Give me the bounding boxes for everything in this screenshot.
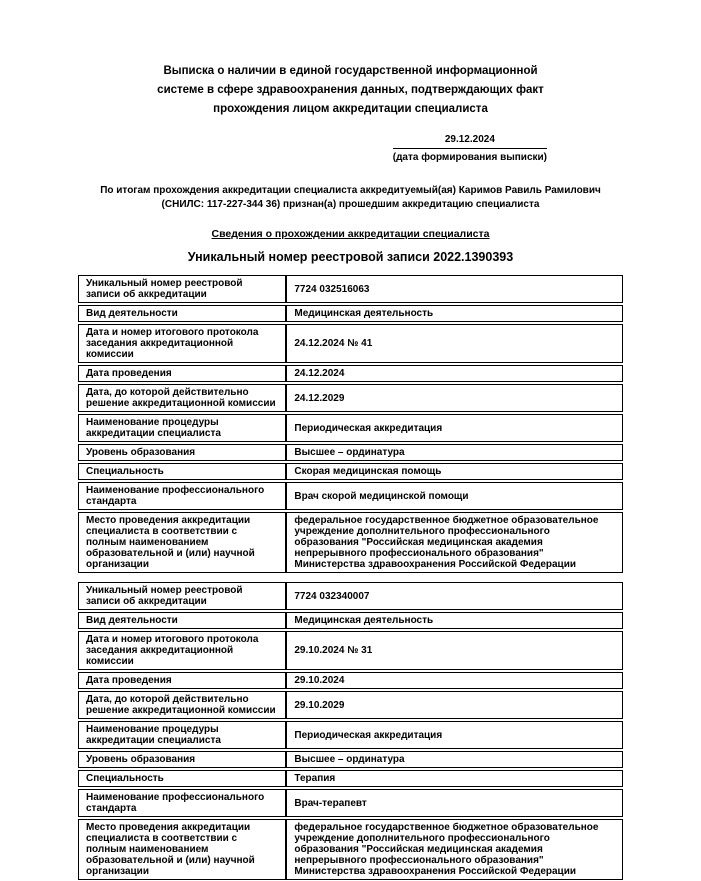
field-value-cell: Врач-терапевт: [286, 789, 623, 817]
field-value-cell: федеральное государственное бюджетное образовательное учреждение дополнительного профессионального образования "Российская медицинская академия непрерывного профессионального образования" Министерства здравоохранения Российской Федерации: [286, 819, 623, 880]
field-label-cell: Дата и номер итогового протокола заседания аккредитационной комиссии: [78, 324, 286, 363]
field-label-cell: Уникальный номер реестровой записи об аккредитации: [78, 582, 286, 610]
table-row: [78, 582, 623, 610]
table-row: [78, 324, 623, 363]
title-line-3: прохождения лицом аккредитации специалиста: [213, 103, 488, 115]
table-row: [78, 819, 623, 880]
field-value-cell: Периодическая аккредитация: [286, 414, 623, 442]
table-row: [78, 751, 623, 768]
field-value-cell: федеральное государственное бюджетное образовательное учреждение дополнительного профессионального образования "Российская медицинская академия непрерывного профессионального образования" Министерства здравоохранения Российской Федерации: [286, 512, 623, 573]
field-value-cell: Медицинская деятельность: [286, 305, 623, 322]
field-value-cell: Медицинская деятельность: [286, 612, 623, 629]
field-value-cell: Терапия: [286, 770, 623, 787]
field-label-cell: Вид деятельности: [78, 612, 286, 629]
field-value-cell: 29.10.2024: [286, 672, 623, 689]
field-value-cell: Высшее – ординатура: [286, 751, 623, 768]
field-label-cell: Место проведения аккредитации специалиста в соответствии с полным наименованием образовательной и (или) научной организации: [78, 512, 286, 573]
field-label-cell: Дата и номер итогового протокола заседания аккредитационной комиссии: [78, 631, 286, 670]
field-label-cell: Уровень образования: [78, 444, 286, 461]
field-label-cell: Вид деятельности: [78, 305, 286, 322]
field-value-cell: Врач скорой медицинской помощи: [286, 482, 623, 510]
table-row: [78, 770, 623, 787]
registry-number-heading: Уникальный номер реестровой записи 2022.1390393: [187, 250, 514, 264]
accreditation-table-2: [78, 580, 623, 881]
field-value-cell: 24.12.2029: [286, 384, 623, 412]
field-value-cell: Периодическая аккредитация: [286, 721, 623, 749]
field-label-cell: Уровень образования: [78, 751, 286, 768]
table-row: [78, 691, 623, 719]
title-line-1: Выписка о наличии в единой государственной информационной: [163, 65, 538, 77]
field-label-cell: Уникальный номер реестровой записи об аккредитации: [78, 275, 286, 303]
issue-date-block: [393, 133, 547, 164]
field-value-cell: 29.10.2024 № 31: [286, 631, 623, 670]
table-row: [78, 305, 623, 322]
field-label-cell: Дата проведения: [78, 365, 286, 382]
field-label-cell: Наименование профессионального стандарта: [78, 482, 286, 510]
field-label-cell: Наименование процедуры аккредитации специалиста: [78, 414, 286, 442]
title-line-2: системе в сфере здравоохранения данных, подтверждающих факт: [157, 84, 544, 96]
table-row: [78, 631, 623, 670]
table-row: [78, 612, 623, 629]
field-label-cell: Специальность: [78, 463, 286, 480]
table-row: [78, 463, 623, 480]
table-row: [78, 672, 623, 689]
table-row: [78, 789, 623, 817]
table-row: [78, 414, 623, 442]
field-value-cell: 24.12.2024 № 41: [286, 324, 623, 363]
field-label-cell: Наименование профессионального стандарта: [78, 789, 286, 817]
section-header: Сведения о прохождении аккредитации специалиста: [211, 228, 490, 240]
field-label-cell: Специальность: [78, 770, 286, 787]
field-label-cell: Место проведения аккредитации специалиста в соответствии с полным наименованием образовательной и (или) научной организации: [78, 819, 286, 880]
accreditation-table-1: [78, 273, 623, 575]
field-value-cell: 7724 032340007: [286, 582, 623, 610]
table-row: [78, 365, 623, 382]
field-label-cell: Дата проведения: [78, 672, 286, 689]
table-row: [78, 721, 623, 749]
table-row: [78, 444, 623, 461]
table-row: [78, 482, 623, 510]
intro-paragraph: По итогам прохождения аккредитации специалиста аккредитуемый(ая) Каримов Равиль Рамилович (СНИЛС: 117-227-344 36) признан(а) прошедшим аккредитацию специалиста: [100, 185, 601, 210]
table-row: [78, 275, 623, 303]
field-value-cell: Высшее – ординатура: [286, 444, 623, 461]
issue-date-caption: (дата формирования выписки): [392, 152, 547, 163]
field-label-cell: Дата, до которой действительно решение аккредитационной комиссии: [78, 691, 286, 719]
document-title: [78, 62, 623, 119]
field-value-cell: Скорая медицинская помощь: [286, 463, 623, 480]
field-label-cell: Наименование процедуры аккредитации специалиста: [78, 721, 286, 749]
field-value-cell: 24.12.2024: [286, 365, 623, 382]
table-row: [78, 512, 623, 573]
field-label-cell: Дата, до которой действительно решение аккредитационной комиссии: [78, 384, 286, 412]
issue-date-value: 29.12.2024: [393, 133, 547, 149]
field-value-cell: 29.10.2029: [286, 691, 623, 719]
table-row: [78, 384, 623, 412]
field-value-cell: 7724 032516063: [286, 275, 623, 303]
